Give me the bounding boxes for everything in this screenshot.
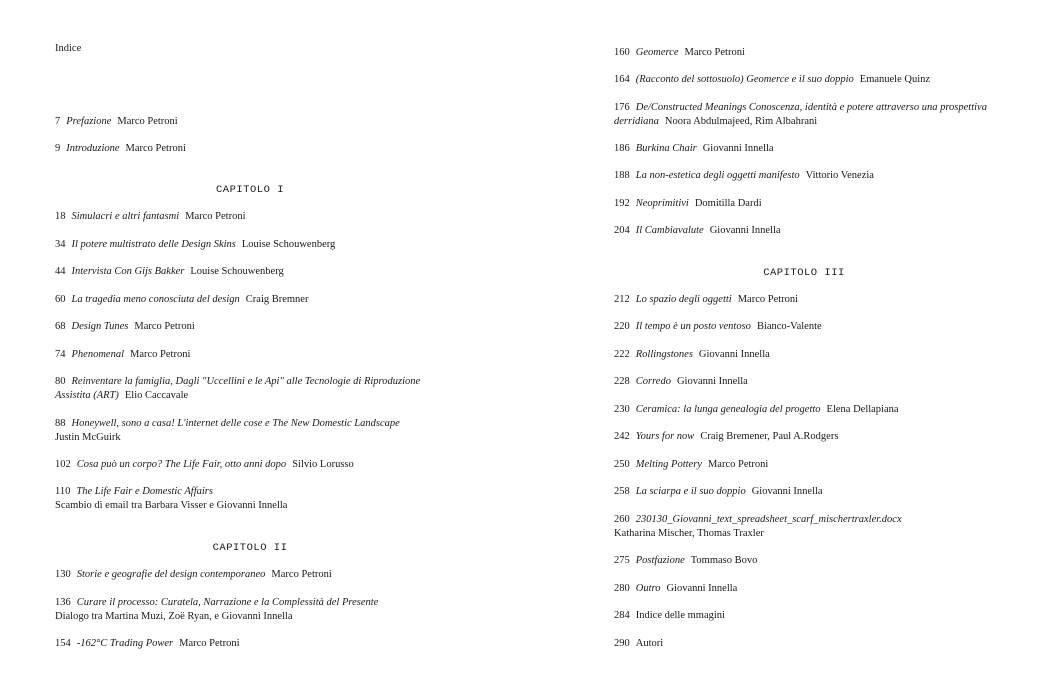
page-number: 204 (614, 225, 630, 236)
entry-title: Lo spazio degli oggetti (635, 294, 732, 305)
entry-title: Il Cambiavalute (635, 225, 704, 236)
entry-title: Introduzione (66, 143, 120, 154)
toc-entry (55, 115, 445, 129)
entry-title: 230130_Giovanni_text_spreadsheet_scarf_mischertraxler.docx (635, 514, 902, 525)
page-number: 212 (614, 294, 630, 305)
page-number: 290 (614, 638, 630, 649)
entry-title: La non-estetica degli oggetti manifesto (635, 170, 800, 181)
entry-author: Tommaso Bovo (690, 555, 758, 566)
toc-entry (55, 596, 445, 624)
toc-entry (55, 375, 445, 403)
entry-title: Cosa può un corpo? The Life Fair, otto anni dopo (76, 459, 287, 470)
toc-entry (614, 637, 994, 651)
toc-entry (55, 568, 445, 582)
toc-entry (614, 375, 994, 389)
entry-author: Dialogo tra Martina Muzi, Zoë Ryan, e Giovanni Innella (55, 611, 293, 622)
entry-title: Outro (635, 583, 661, 594)
page-number: 34 (55, 239, 66, 250)
entry-author: Bianco-Valente (756, 321, 822, 332)
page-number: 284 (614, 610, 630, 621)
entry-title: Geomerce (635, 47, 679, 58)
page-number: 164 (614, 74, 630, 85)
entry-author: Giovanni Innella (698, 349, 770, 360)
page-number: 60 (55, 294, 66, 305)
entry-author: Emanuele Quinz (859, 74, 931, 85)
entry-title: Reinventare la famiglia, Dagli "Uccellini e le Api" alle Tecnologie di Riproduzione Assistita (ART) (55, 376, 421, 401)
page-number: 80 (55, 376, 66, 387)
entry-author: Marco Petroni (179, 638, 240, 649)
entry-author: Marco Petroni (737, 294, 799, 305)
page-number: 280 (614, 583, 630, 594)
toc-entry (614, 293, 994, 307)
entry-author: Marco Petroni (271, 569, 332, 580)
page-number: 186 (614, 143, 630, 154)
toc-entry (614, 169, 994, 183)
entry-title: Simulacri e altri fantasmi (71, 211, 180, 222)
page-number: 44 (55, 266, 66, 277)
page-number: 160 (614, 47, 630, 58)
entry-author: Craig Bremener, Paul A.Rodgers (700, 431, 839, 442)
entry-author: Marco Petroni (125, 143, 186, 154)
toc-entry (614, 73, 994, 87)
entry-author: Vittorio Venezia (805, 170, 874, 181)
entry-title: De/Constructed Meanings Conoscenza, identità e potere attraverso una prospettiva derridiana (614, 102, 987, 127)
entry-title: Design Tunes (71, 321, 129, 332)
page-number: 228 (614, 376, 630, 387)
page-number: 68 (55, 321, 66, 332)
page-number: 230 (614, 404, 630, 415)
entry-author: Marco Petroni (707, 459, 769, 470)
page-number: 110 (55, 486, 71, 497)
entry-author: Louise Schouwenberg (190, 266, 284, 277)
toc-entry (614, 430, 994, 444)
page-number: 130 (55, 569, 71, 580)
entry-author: Craig Bremner (245, 294, 309, 305)
page-number: 192 (614, 198, 630, 209)
toc-entry (55, 485, 445, 513)
entry-title: Rollingstones (635, 349, 693, 360)
entry-title: Intervista Con Gijs Bakker (71, 266, 185, 277)
entry-author: Autori (635, 638, 664, 649)
page-number: 154 (55, 638, 71, 649)
page-number: 222 (614, 349, 630, 360)
page-number: 74 (55, 349, 66, 360)
toc-entry (614, 458, 994, 472)
toc-entry (614, 197, 994, 211)
toc-entry (614, 348, 994, 362)
entry-title: Curare il processo: Curatela, Narrazione e la Complessità del Presente (76, 597, 379, 608)
entry-title: The Life Fair e Domestic Affairs (76, 486, 213, 497)
entry-title: La sciarpa e il suo doppio (635, 486, 746, 497)
entry-title: Yours for now (635, 431, 695, 442)
page-number: 7 (55, 116, 61, 127)
toc-entry (614, 224, 994, 238)
entry-author: Marco Petroni (185, 211, 246, 222)
page-number: 220 (614, 321, 630, 332)
entry-author: Giovanni Innella (709, 225, 781, 236)
entry-author: Domitilla Dardi (694, 198, 762, 209)
entry-title: Burkina Chair (635, 143, 697, 154)
page-number: 242 (614, 431, 630, 442)
toc-entry (614, 320, 994, 334)
entry-title: Phenomenal (71, 349, 124, 360)
entry-title: Prefazione (66, 116, 112, 127)
page-number: 88 (55, 418, 66, 429)
page-number: 250 (614, 459, 630, 470)
entry-title: Il tempo è un posto ventoso (635, 321, 751, 332)
entry-author: Indice delle mmagini (635, 610, 725, 621)
entry-author: Marco Petroni (117, 116, 178, 127)
toc-entry (614, 403, 994, 417)
entry-author: Elena Dellapiana (826, 404, 899, 415)
entry-title: Honeywell, sono a casa! L'internet delle cose e The New Domestic Landscape (71, 418, 400, 429)
entry-author: Giovanni Innella (676, 376, 748, 387)
index-heading: Indice (55, 43, 82, 54)
toc-entry (614, 609, 994, 623)
toc-entry (614, 142, 994, 156)
entry-author: Marco Petroni (130, 349, 191, 360)
entry-title: Neoprimitivi (635, 198, 689, 209)
entry-author: Katharina Mischer, Thomas Traxler (614, 528, 764, 539)
toc-entry (614, 46, 994, 60)
entry-title: Storie e geografie del design contemporaneo (76, 569, 266, 580)
toc-entry (55, 348, 445, 362)
chapter-heading: CAPITOLO I (215, 184, 284, 196)
entry-author: Silvio Lorusso (292, 459, 354, 470)
toc-entry (55, 238, 445, 252)
entry-title: Il potere multistrato delle Design Skins (71, 239, 236, 250)
page-number: 258 (614, 486, 630, 497)
page-number: 9 (55, 143, 61, 154)
toc-entry (614, 485, 994, 499)
page-number: 275 (614, 555, 630, 566)
chapter-heading: CAPITOLO II (212, 542, 288, 554)
entry-title: Corredo (635, 376, 671, 387)
page-number: 102 (55, 459, 71, 470)
entry-author: Marco Petroni (684, 47, 745, 58)
entry-author: Elio Caccavale (124, 390, 189, 401)
toc-entry (55, 142, 445, 156)
entry-title: Ceramica: la lunga genealogia del progetto (635, 404, 821, 415)
entry-author: Giovanni Innella (751, 486, 823, 497)
chapter-heading: CAPITOLO III (763, 267, 845, 279)
entry-author: Noora Abdulmajeed, Rim Albahrani (664, 116, 818, 127)
entry-title: La tragedia meno conosciuta del design (71, 294, 240, 305)
toc-entry (614, 554, 994, 568)
toc-entry (55, 417, 445, 445)
entry-title: Postfazione (635, 555, 685, 566)
entry-author: Giovanni Innella (666, 583, 738, 594)
toc-entry (55, 210, 445, 224)
toc-entry (614, 513, 994, 541)
entry-title: Melting Pottery (635, 459, 702, 470)
toc-entry (614, 582, 994, 596)
page-number: 18 (55, 211, 66, 222)
entry-title: (Racconto del sottosuolo) Geomerce e il suo doppio (635, 74, 854, 85)
toc-entry (55, 320, 445, 334)
toc-entry (55, 265, 445, 279)
entry-title: -162°C Trading Power (76, 638, 174, 649)
toc-entry (55, 637, 445, 651)
page-number: 136 (55, 597, 71, 608)
toc-entry (55, 458, 445, 472)
entry-author: Louise Schouwenberg (241, 239, 336, 250)
entry-author: Marco Petroni (134, 321, 195, 332)
toc-entry (55, 293, 445, 307)
entry-author: Justin McGuirk (55, 432, 121, 443)
toc-entry (614, 101, 994, 129)
entry-author: Giovanni Innella (702, 143, 774, 154)
page-number: 188 (614, 170, 630, 181)
page-number: 176 (614, 102, 630, 113)
page-number: 260 (614, 514, 630, 525)
entry-author: Scambio di email tra Barbara Visser e Giovanni Innella (55, 500, 288, 511)
